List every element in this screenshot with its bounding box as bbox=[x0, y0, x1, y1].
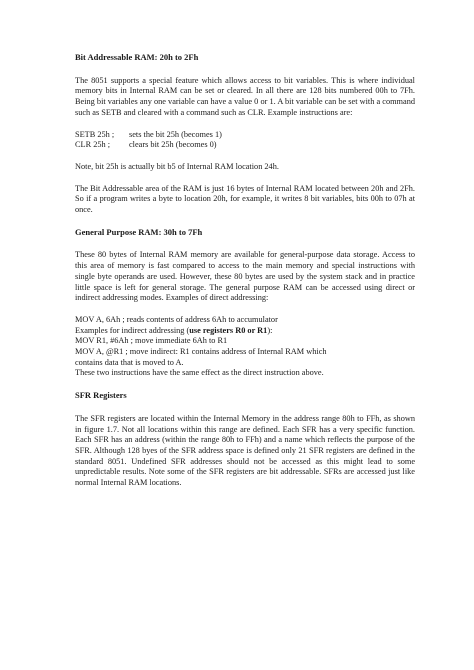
bit-note: Note, bit 25h is actually bit b5 of Internal RAM location 24h. bbox=[75, 161, 279, 171]
general-purpose-paragraph: These 80 bytes of Internal RAM memory are available for general-purpose data storage. Access to this area of memory is fast compared to access to the main memory and special instructions with single byte operands are used. However, these 80 bytes are used by the system stack and in practice little space is left for general storage. The general purpose RAM can be accessed using direct or indirect addressing modes. Examples of direct addressing: bbox=[75, 250, 415, 303]
sfr-heading: SFR Registers bbox=[75, 390, 127, 401]
example-row-clr bbox=[75, 140, 415, 151]
addressing-examples bbox=[75, 315, 415, 379]
indirect-addressing-intro bbox=[75, 326, 415, 337]
indirect-intro-bold: use registers R0 or R1 bbox=[189, 325, 268, 335]
direct-addressing-example: MOV A, 6Ah ; reads contents of address 6Ah to accumulator bbox=[75, 314, 278, 324]
sfr-paragraph: The SFR registers are located within the Internal Memory in the address range 80h to FFh, as shown in figure 1.7. Not all locations within this range are defined. Each SFR has a very specific function. Each SFR has an address (within the range 80h to FFh) and a name which reflects the purpose of the SFR. Although 128 byes of the SFR address space is defined only 21 SFR registers are defined in the standard 8051. Undefined SFR addresses should not be accessed as this might lead to some unpredictable results. Note some of the SFR registers are bit addressable. SFRs are accessed just like normal Internal RAM locations. bbox=[75, 413, 415, 488]
bit-addressable-intro: The 8051 supports a special feature which allows access to bit variables. This is where individual memory bits in Internal RAM can be set or cleared. In all there are 128 bits numbered 00h to 7Fh. Being bit variables any one variable can have a value 0 or 1. A bit variable can be set with a command such as SETB and cleared with a command such as CLR. Example instructions are: bbox=[75, 75, 415, 117]
indirect-example-line-3: contains data that is moved to A. bbox=[75, 357, 184, 367]
addressing-closing-line: These two instructions have the same effect as the direct instruction above. bbox=[75, 368, 324, 378]
document-page bbox=[75, 52, 415, 500]
indirect-intro-pre: Examples for indirect addressing ( bbox=[75, 325, 190, 335]
bit-instruction-examples bbox=[75, 130, 415, 151]
bit-area-paragraph: The Bit Addressable area of the RAM is just 16 bytes of Internal RAM located between 20h and 2Fh. So if a program writes a byte to location 20h, for example, it writes 8 bit variables, bits 00h to 07h at once. bbox=[75, 183, 415, 215]
indirect-example-line-2: MOV A, @R1 ; move indirect: R1 contains address of Internal RAM which bbox=[75, 347, 327, 357]
example-instruction: CLR 25h ; bbox=[75, 140, 111, 150]
example-row-setb bbox=[75, 130, 415, 141]
example-instruction: SETB 25h ; bbox=[75, 129, 115, 139]
general-purpose-heading: General Purpose RAM: 30h to 7Fh bbox=[75, 226, 203, 237]
indirect-intro-post: ): bbox=[267, 325, 273, 335]
bit-addressable-heading: Bit Addressable RAM: 20h to 2Fh bbox=[75, 52, 199, 62]
example-description: sets the bit 25h (becomes 1) bbox=[129, 129, 222, 139]
example-description: clears bit 25h (becomes 0) bbox=[129, 140, 217, 150]
indirect-example-line-1: MOV R1, #6Ah ; move immediate 6Ah to R1 bbox=[75, 336, 228, 346]
